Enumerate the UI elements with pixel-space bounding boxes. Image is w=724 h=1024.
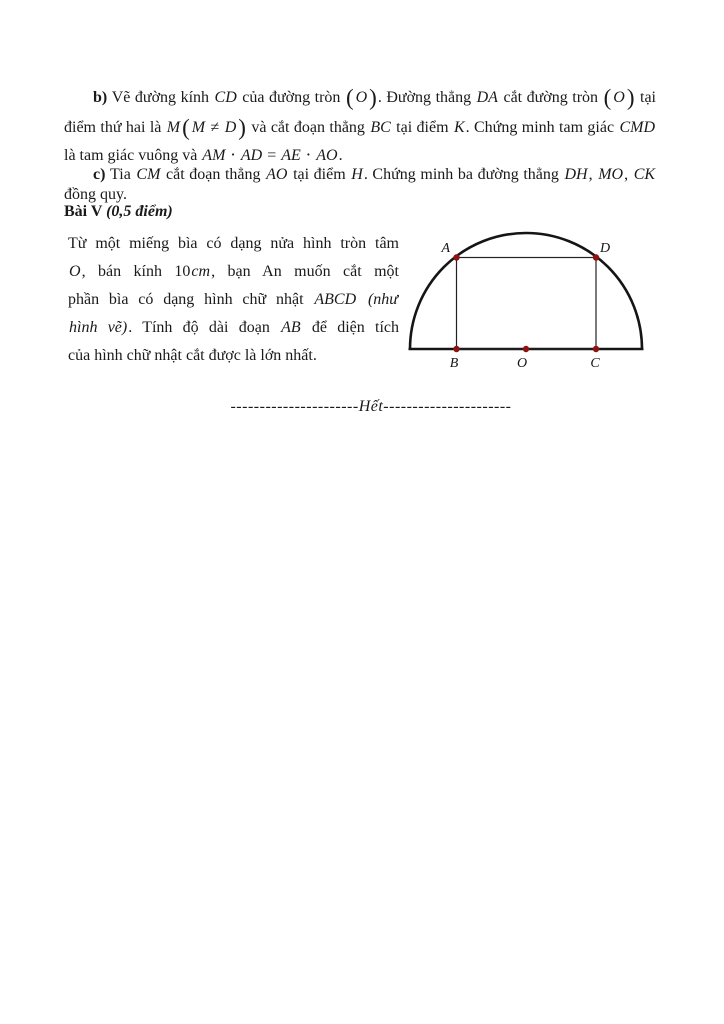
text-run: AO bbox=[316, 147, 338, 164]
text-run: AD bbox=[240, 147, 263, 164]
text-run: , bbox=[624, 166, 633, 183]
text-run: , bán kính bbox=[81, 263, 175, 280]
text-run: hình vẽ) bbox=[69, 319, 128, 336]
text-run: đồng quy. bbox=[64, 186, 127, 203]
text-run: . Đường thẳng bbox=[377, 89, 476, 106]
text-run: MO bbox=[598, 166, 624, 183]
point-dot-o bbox=[523, 346, 529, 352]
text-run: ≠ bbox=[206, 119, 224, 136]
text-run: ( bbox=[345, 84, 354, 110]
text-run: ) bbox=[369, 84, 377, 110]
text-run: cắt đoạn thẳng bbox=[161, 166, 266, 183]
text-run: CK bbox=[633, 166, 656, 183]
text-run: ⋅ bbox=[226, 147, 240, 164]
text-run: M bbox=[166, 119, 181, 136]
rectangle-abcd bbox=[457, 258, 597, 350]
text-run: AE bbox=[281, 147, 301, 164]
text-run: O bbox=[613, 89, 625, 106]
text-run: CMD bbox=[619, 119, 656, 136]
text-run: điểm thứ hai là bbox=[64, 119, 166, 136]
text-run: H bbox=[351, 166, 363, 183]
text-run: , bbox=[588, 166, 598, 183]
text-run: cắt đường tròn bbox=[498, 89, 603, 106]
point-label-d: D bbox=[600, 241, 611, 256]
text-line-part-b bbox=[64, 86, 656, 110]
text-run: AB bbox=[281, 319, 301, 336]
text-run: Bài V bbox=[64, 203, 107, 220]
text-run: b) bbox=[93, 89, 112, 106]
text-run: O bbox=[69, 263, 81, 280]
point-label-a: A bbox=[441, 241, 450, 256]
text-run: và cắt đoạn thẳng bbox=[246, 119, 370, 136]
text-run: của đường tròn bbox=[237, 89, 345, 106]
text-run: DA bbox=[476, 89, 498, 106]
text-run: (như bbox=[367, 291, 399, 308]
text-run: Vẽ đường kính bbox=[111, 89, 214, 106]
text-run: c) bbox=[93, 166, 111, 183]
text-run: ABCD bbox=[314, 291, 357, 308]
text-run: . Chứng minh ba đường thẳng bbox=[363, 166, 564, 183]
text-run: tại bbox=[635, 89, 656, 106]
problem-5-text-line-1 bbox=[68, 231, 399, 257]
point-dot-c bbox=[593, 346, 599, 352]
text-run: = bbox=[263, 147, 281, 164]
text-run: M bbox=[191, 119, 206, 136]
text-run: tại điểm bbox=[391, 119, 453, 136]
text-run: là tam giác vuông và bbox=[64, 147, 202, 164]
text-run: ( bbox=[603, 84, 612, 110]
problem-5-text-line-2 bbox=[68, 259, 399, 285]
text-run: tại điểm bbox=[288, 166, 351, 183]
text-run: , bạn An muốn cắt một bbox=[211, 263, 400, 280]
text-run: . Chứng minh tam giác bbox=[465, 119, 619, 136]
point-dot-b bbox=[453, 346, 459, 352]
text-run: BC bbox=[370, 119, 391, 136]
text-run: Từ một miếng bìa có dạng nửa hình tròn tâm bbox=[68, 235, 399, 252]
problem-5-text-line-4 bbox=[68, 315, 399, 341]
text-run bbox=[357, 291, 367, 308]
text-run: CM bbox=[136, 166, 161, 183]
text-run: AO bbox=[266, 166, 288, 183]
point-dot-a bbox=[453, 254, 459, 260]
semicircle-figure bbox=[398, 228, 670, 377]
text-run: CD bbox=[214, 89, 237, 106]
text-run: . Tính độ dài đoạn bbox=[128, 319, 281, 336]
text-run: (0,5 điểm) bbox=[106, 203, 173, 220]
text-run: D bbox=[224, 119, 237, 136]
text-run: của hình chữ nhật cắt được là lớn nhất. bbox=[68, 347, 317, 364]
text-run: . bbox=[338, 147, 343, 164]
problem-5-heading bbox=[64, 200, 656, 224]
end-divider bbox=[20, 398, 722, 416]
text-run: cm bbox=[191, 263, 211, 280]
end-divider-text: ----------------------Hết---------------------- bbox=[230, 398, 512, 415]
text-run: O bbox=[355, 89, 368, 106]
text-line-part-b-2 bbox=[64, 116, 656, 140]
text-run: để diện tích bbox=[301, 319, 399, 336]
point-label-b: B bbox=[449, 356, 459, 371]
text-run: DH bbox=[564, 166, 588, 183]
point-label-o: O bbox=[516, 356, 528, 371]
text-run: phần bìa có dạng hình chữ nhật bbox=[68, 291, 314, 308]
text-run: AM bbox=[202, 147, 226, 164]
text-run: ⋅ bbox=[301, 147, 316, 164]
problem-5-text-line-5 bbox=[68, 343, 399, 369]
point-dot-d bbox=[593, 254, 599, 260]
text-run: ( bbox=[182, 114, 190, 140]
point-label-c: C bbox=[590, 356, 600, 371]
text-run: 10 bbox=[174, 263, 191, 280]
text-run: Tia bbox=[110, 166, 136, 183]
text-run: K bbox=[453, 119, 465, 136]
text-run: ) bbox=[238, 114, 246, 140]
problem-5-text-line-3 bbox=[68, 287, 399, 313]
text-run: ) bbox=[626, 84, 635, 110]
